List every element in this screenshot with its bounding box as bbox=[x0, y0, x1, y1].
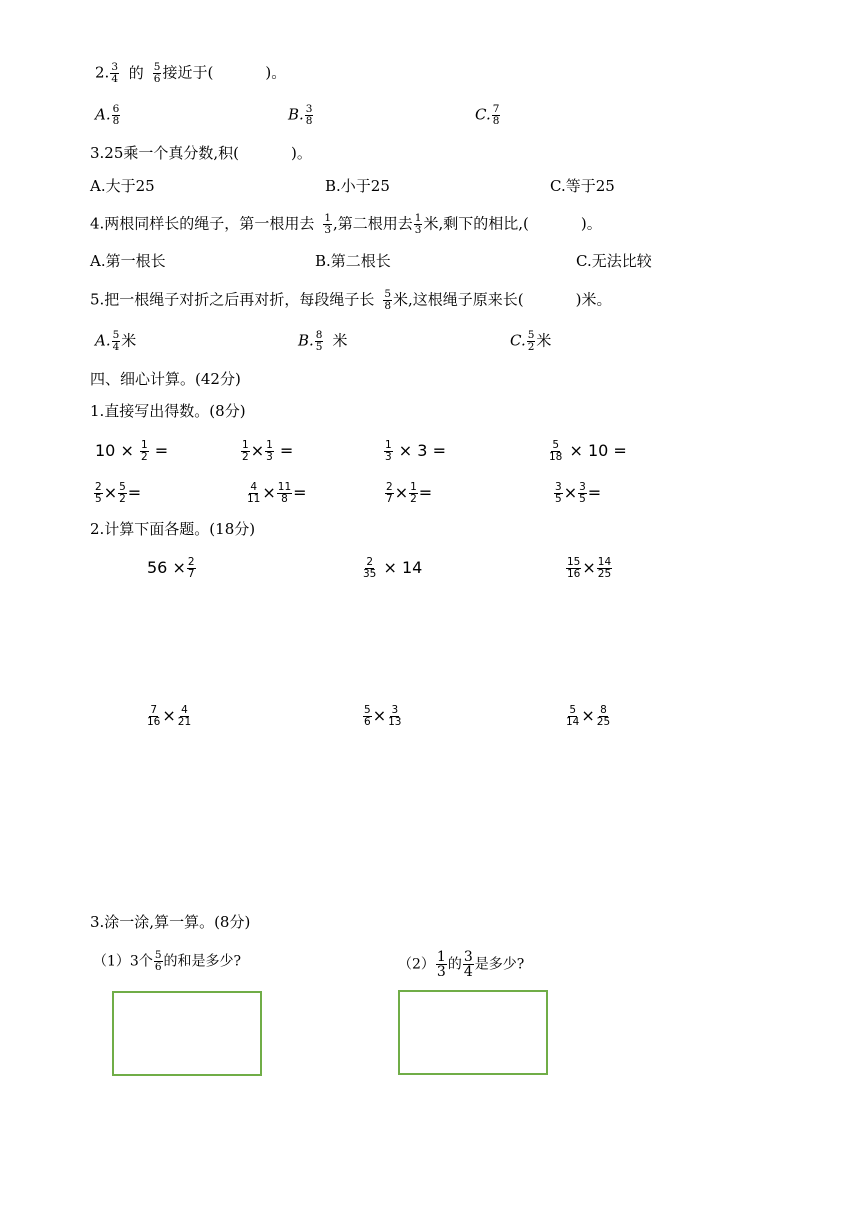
oral-calc-item: $\frac{2}{5}$ × $\frac{5}{2}$ = bbox=[95, 481, 142, 505]
calc-item: $\frac{15}{16}$ × $\frac{14}{25}$ bbox=[567, 556, 612, 580]
q3-option-b: B.小于25 bbox=[325, 177, 390, 195]
fraction: $\frac{5}{6}$ bbox=[153, 61, 161, 85]
q4-option-b: B.第二根长 bbox=[315, 252, 391, 270]
calc-item: $\frac{5}{14}$ × $\frac{8}{25}$ bbox=[566, 704, 611, 728]
q4-option-c: C.无法比较 bbox=[576, 252, 652, 270]
q2-text: 接近于( bbox=[162, 63, 214, 82]
part-1-title: 1.直接写出得数。(8分) bbox=[90, 402, 246, 420]
calc-item: $\frac{2}{35}$ × 14 bbox=[363, 556, 423, 580]
oral-calc-item: $\frac{1}{3}$ × 3 = bbox=[385, 439, 446, 463]
q2-de: 的 bbox=[128, 63, 144, 82]
oral-calc-item: $\frac{1}{2}$ × $\frac{1}{3}$ = bbox=[242, 439, 294, 463]
section-4-title: 四、细心计算。(42分) bbox=[90, 370, 241, 388]
q3-option-c: C.等于25 bbox=[550, 177, 615, 195]
oral-calc-item: $\frac{2}{7}$ × $\frac{1}{2}$ = bbox=[386, 481, 433, 505]
q2-stem bbox=[95, 62, 286, 85]
q2-close: )。 bbox=[265, 63, 287, 82]
q2-option-b: B. $\frac{3}{8}$ bbox=[288, 103, 313, 127]
oral-calc-item: $\frac{5}{18}$ × 10 = bbox=[549, 439, 627, 463]
part-2-title: 2.计算下面各题。(18分) bbox=[90, 520, 256, 538]
oral-calc-item: $\frac{3}{5}$ × $\frac{3}{5}$ = bbox=[555, 481, 602, 505]
calc-item: $\frac{7}{16}$ × $\frac{4}{21}$ bbox=[147, 704, 192, 728]
sub-question-2: （2） $\frac{1}{3}$ 的 $\frac{3}{4}$ 是多少? bbox=[398, 949, 525, 980]
q3-stem: 3.25乘一个真分数,积( )。 bbox=[90, 144, 312, 162]
q4-stem: 4.两根同样长的绳子，第一根用去 $\frac{1}{3}$ ,第二根用去 $\frac{1}{3}$ 米,剩下的相比,( )。 bbox=[90, 212, 602, 236]
q5-option-a: A. $\frac{5}{4}$ 米 bbox=[95, 329, 137, 353]
oral-calc-item: $\frac{4}{11}$ × $\frac{11}{8}$ = bbox=[247, 481, 307, 505]
q5-option-b: B. $\frac{8}{5}$ 米 bbox=[298, 329, 348, 353]
q2-number: 2. bbox=[95, 63, 110, 82]
q3-option-a: A.大于25 bbox=[90, 177, 155, 195]
q2-option-a: A. $\frac{6}{8}$ bbox=[95, 103, 120, 127]
coloring-box-1[interactable] bbox=[112, 991, 262, 1076]
q5-option-c: C. $\frac{5}{2}$ 米 bbox=[510, 329, 552, 353]
calc-item: 56 × $\frac{2}{7}$ bbox=[147, 556, 195, 580]
part-3-title: 3.涂一涂,算一算。(8分) bbox=[90, 913, 251, 931]
q2-option-c: C. $\frac{7}{8}$ bbox=[475, 103, 500, 127]
q4-option-a: A.第一根长 bbox=[90, 252, 166, 270]
fraction: $\frac{3}{4}$ bbox=[111, 61, 118, 85]
sub-question-1: （1）3个 $\frac{5}{6}$ 的和是多少? bbox=[93, 949, 242, 973]
q5-stem: 5.把一根绳子对折之后再对折，每段绳子长 $\frac{5}{8}$ 米,这根绳子原来长( )米。 bbox=[90, 288, 612, 312]
calc-item: $\frac{5}{6}$ × $\frac{3}{13}$ bbox=[364, 704, 402, 728]
oral-calc-item: 10 × $\frac{1}{2}$ = bbox=[95, 439, 169, 463]
coloring-box-2[interactable] bbox=[398, 990, 548, 1075]
